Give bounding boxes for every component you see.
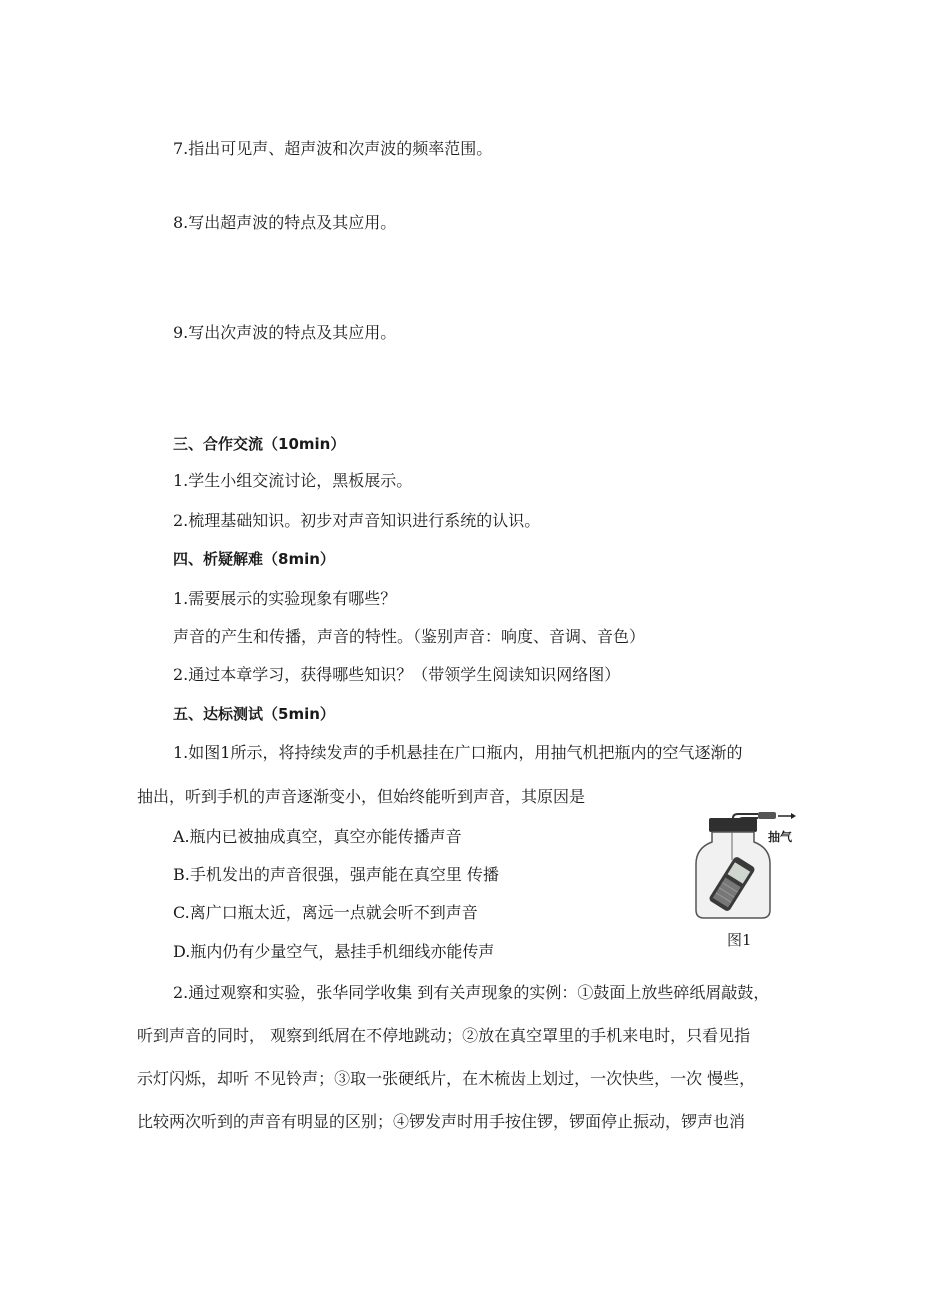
jar-lid (709, 818, 757, 832)
figure-label-pump: 抽气 (768, 830, 793, 844)
jar-phone-figure (688, 812, 804, 920)
test-q1-option-c: C.离广口瓶太近，离远一点就会听不到声音 (173, 903, 478, 922)
section-3-heading: 三、合作交流（10min） (173, 435, 346, 453)
question-7: 7.指出可见声、超声波和次声波的频率范围。 (173, 139, 493, 158)
test-q2-line-4: 比较两次听到的声音有明显的区别；④锣发声时用手按住锣，锣面停止振动，锣声也消 (137, 1112, 746, 1131)
test-q1-line-2: 抽出，听到手机的声音逐渐变小，但始终能听到声音，其原因是 (137, 787, 586, 806)
tube-nozzle (758, 812, 776, 819)
question-9: 9.写出次声波的特点及其应用。 (173, 323, 397, 342)
test-q1-line-1: 1.如图1所示，将持续发声的手机悬挂在广口瓶内，用抽气机把瓶内的空气逐渐的 (173, 743, 743, 762)
section-4-line-1: 1.需要展示的实验现象有哪些？ (173, 589, 397, 608)
section-4-line-2: 声音的产生和传播，声音的特性。（鉴别声音：响度、音调、音色） (173, 627, 646, 646)
test-q2-line-2: 听到声音的同时， 观察到纸屑在不停地跳动；②放在真空罩里的手机来电时，只看见指 (137, 1026, 751, 1045)
test-q1-option-a: A.瓶内已被抽成真空，真空亦能传播声音 (173, 827, 462, 846)
question-8: 8.写出超声波的特点及其应用。 (173, 213, 397, 232)
section-3-item-2: 2.梳理基础知识。初步对声音知识进行系统的认识。 (173, 511, 541, 530)
section-3-item-1: 1.学生小组交流讨论，黑板展示。 (173, 471, 413, 490)
section-4-heading: 四、析疑解难（8min） (173, 550, 335, 568)
section-4-line-3: 2.通过本章学习，获得哪些知识？（带领学生阅读知识网络图） (173, 665, 621, 684)
test-q2-line-3: 示灯闪烁，却听 不见铃声；③取一张硬纸片，在木梳齿上划过，一次快些，一次 慢些， (137, 1069, 756, 1088)
test-q2-line-1: 2.通过观察和实验，张华同学收集 到有关声现象的实例：①鼓面上放些碎纸屑敲鼓， (173, 983, 770, 1002)
test-q1-option-b: B.手机发出的声音很强，强声能在真空里 传播 (173, 865, 499, 884)
test-q1-option-d: D.瓶内仍有少量空气，悬挂手机细线亦能传声 (173, 942, 495, 961)
section-5-heading: 五、达标测试（5min） (173, 705, 335, 723)
figure-caption: 图1 (727, 931, 752, 949)
